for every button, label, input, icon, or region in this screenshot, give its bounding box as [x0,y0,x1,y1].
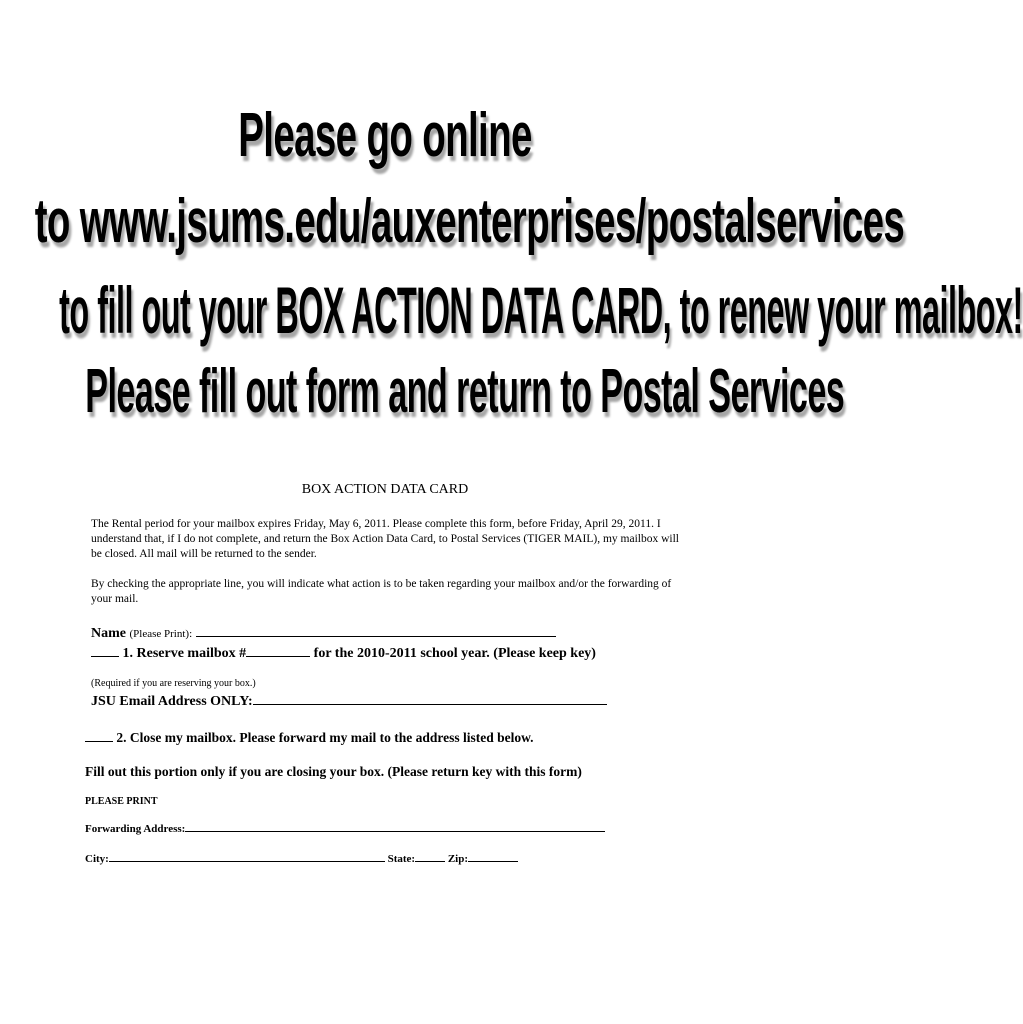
mailbox-number-field[interactable] [246,644,310,657]
closing-instruction: Fill out this portion only if you are closing your box. (Please return key with this form) [85,764,582,779]
name-label: Name [91,626,126,641]
reserve-option-suffix: for the 2010-2011 school year. (Please keep key) [313,646,596,661]
email-field[interactable] [253,692,607,705]
reserve-option-row [91,644,596,662]
state-label: State: [387,853,416,865]
forwarding-address-field[interactable] [185,821,605,832]
zip-field[interactable] [468,851,518,862]
instructions-paragraph: By checking the appropriate line, you will indicate what action is to be taken regarding your mailbox and/or the forwarding of your mail. [91,578,672,605]
required-note: (Required if you are reserving your box.) [91,678,256,689]
name-field[interactable] [196,624,556,637]
banner-line-3: to fill out your BOX ACTION DATA CARD, to renew your mailbox! [59,273,1023,347]
rental-period-paragraph: The Rental period for your mailbox expires Friday, May 6, 2011. Please complete this form, before Friday, April 29, 2011. I understand that, if I do not complete, and return the Box Action Data Card, to Postal Services (TIGER MAIL), my mailbox will be closed. All mail will be returned to the sender. [91,518,679,560]
close-option-row [85,729,533,746]
form-title: BOX ACTION DATA CARD [301,482,469,497]
close-option-text: 2. Close my mailbox. Please forward my mail to the address listed below. [116,730,534,745]
email-label: JSU Email Address ONLY: [91,694,253,709]
zip-label: Zip: [447,853,469,865]
please-print-label: PLEASE PRINT [85,796,158,807]
banner-line-1: Please go online [238,101,532,170]
reserve-checkbox-line[interactable] [91,644,119,657]
state-field[interactable] [415,851,445,862]
close-checkbox-line[interactable] [85,729,113,742]
name-hint: (Please Print): [129,628,193,640]
reserve-option-prefix: 1. Reserve mailbox # [122,646,247,661]
city-state-zip-row [85,851,518,865]
banner-line-4: Please fill out form and return to Postal Services [85,357,845,426]
email-row [91,692,607,710]
forwarding-label: Forwarding Address: [85,823,186,835]
name-row [91,624,556,642]
city-field[interactable] [109,851,385,862]
forwarding-row [85,821,605,835]
city-label: City: [85,853,109,865]
banner-line-2: to www.jsums.edu/auxenterprises/postalservices [34,187,905,256]
